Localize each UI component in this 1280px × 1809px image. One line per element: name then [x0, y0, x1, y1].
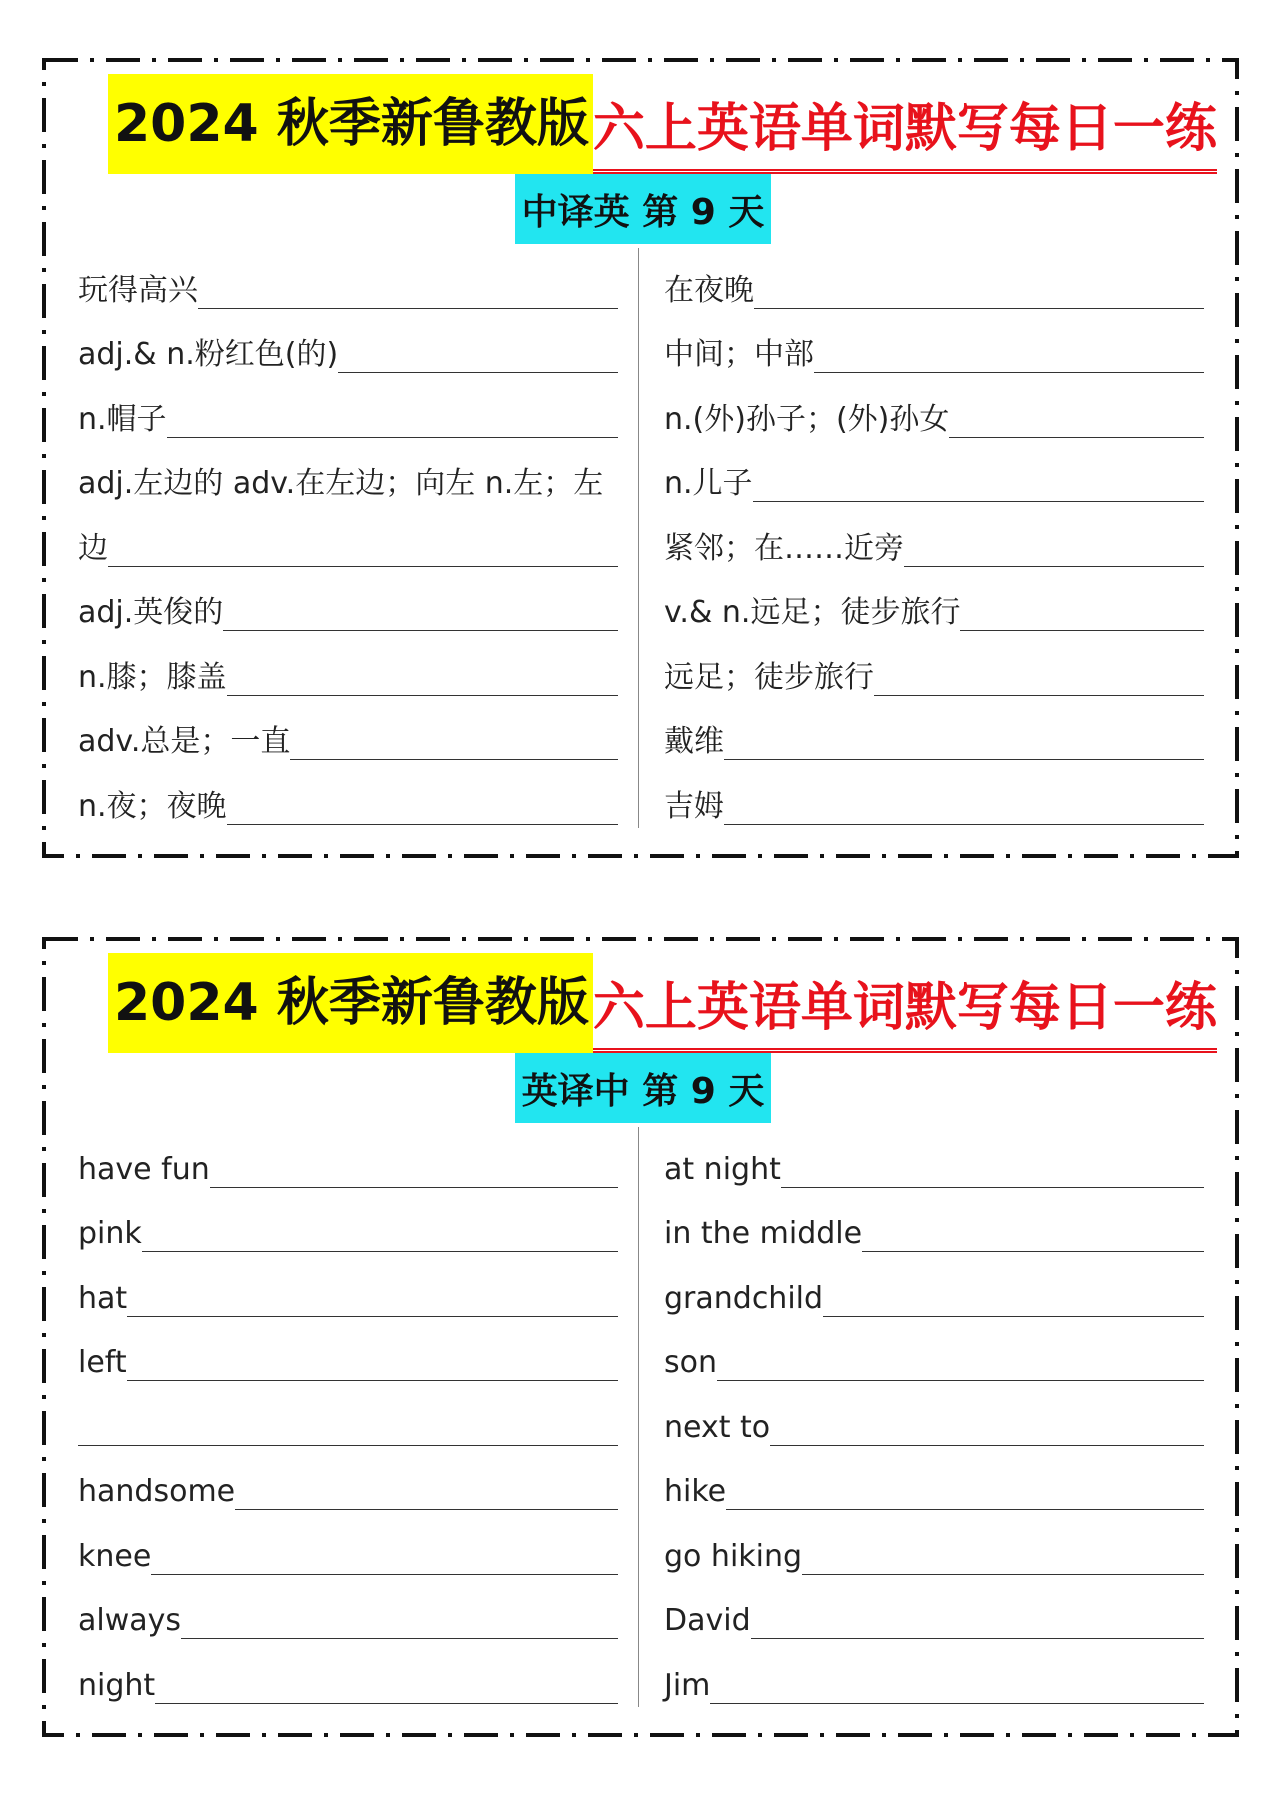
word-row — [78, 573, 618, 638]
word-prompt: night — [78, 1667, 156, 1703]
answer-line[interactable] — [155, 1663, 618, 1704]
word-prompt: 在夜晚 — [664, 272, 754, 308]
word-prompt: pink — [78, 1216, 142, 1251]
word-prompt: grandchild — [664, 1280, 824, 1316]
word-row — [664, 573, 1204, 638]
word-prompt: n.儿子 — [664, 466, 753, 501]
word-prompt: adv.总是；一直 — [78, 724, 291, 759]
answer-line[interactable] — [127, 1276, 618, 1317]
word-row — [664, 1323, 1204, 1388]
answer-line[interactable] — [108, 526, 618, 567]
right-column — [664, 250, 1204, 831]
word-row — [664, 315, 1204, 380]
answer-line[interactable] — [904, 526, 1204, 567]
word-prompt: 远足；徒步旅行 — [664, 659, 874, 695]
word-row — [664, 1129, 1204, 1194]
word-row — [78, 1452, 618, 1517]
answer-line[interactable] — [814, 332, 1204, 373]
word-row — [664, 508, 1204, 573]
answer-line[interactable] — [223, 590, 618, 631]
word-prompt: in the middle — [664, 1216, 863, 1251]
answer-line[interactable] — [949, 397, 1204, 438]
title-rest: 六上英语单词默写每日一练 — [593, 978, 1217, 1053]
word-row — [78, 250, 618, 315]
word-row — [78, 637, 618, 702]
worksheet-title — [108, 953, 1217, 1053]
answer-line[interactable] — [862, 1211, 1204, 1252]
word-row — [78, 1258, 618, 1323]
word-row — [78, 1387, 618, 1452]
word-prompt: 紧邻；在……近旁 — [664, 530, 904, 566]
word-prompt: v.& n.远足；徒步旅行 — [664, 595, 961, 630]
word-row — [664, 444, 1204, 509]
word-prompt: adj.左边的 adv.在左边；向左 n.左；左 — [78, 466, 604, 501]
left-column — [78, 250, 618, 831]
word-prompt: 戴维 — [664, 724, 724, 759]
answer-line[interactable] — [802, 1534, 1204, 1575]
answer-line[interactable] — [751, 1598, 1204, 1639]
word-row — [664, 1452, 1204, 1517]
answer-line[interactable] — [753, 461, 1204, 502]
answer-line[interactable] — [210, 1147, 618, 1188]
word-row — [78, 702, 618, 767]
word-prompt: 吉姆 — [664, 788, 724, 824]
word-row — [78, 1645, 618, 1710]
word-row — [664, 1645, 1204, 1710]
answer-line[interactable] — [198, 268, 618, 309]
word-row — [664, 702, 1204, 767]
word-prompt: Jim — [664, 1667, 711, 1703]
word-prompt: n.膝；膝盖 — [78, 659, 227, 695]
answer-line[interactable] — [142, 1211, 618, 1252]
right-column — [664, 1129, 1204, 1710]
word-prompt: 玩得高兴 — [78, 272, 198, 308]
word-row — [664, 637, 1204, 702]
word-prompt: hat — [78, 1280, 128, 1316]
answer-line[interactable] — [717, 1340, 1204, 1381]
word-prompt: handsome — [78, 1474, 236, 1509]
word-prompt: n.帽子 — [78, 401, 167, 437]
worksheet-card-chinese-to-english — [42, 58, 1239, 858]
word-prompt: adj.英俊的 — [78, 595, 224, 630]
word-row — [664, 1387, 1204, 1452]
title-highlight: 2024 秋季新鲁教版 — [108, 74, 593, 174]
answer-line[interactable] — [710, 1663, 1204, 1704]
word-row — [664, 1258, 1204, 1323]
answer-line[interactable] — [127, 1340, 618, 1381]
word-prompt: 中间；中部 — [664, 337, 814, 372]
answer-line[interactable] — [78, 1405, 618, 1446]
answer-line[interactable] — [724, 719, 1204, 760]
answer-line[interactable] — [823, 1276, 1204, 1317]
word-prompt: hike — [664, 1474, 727, 1509]
word-row — [664, 379, 1204, 444]
answer-line[interactable] — [227, 655, 618, 696]
word-prompt: have fun — [78, 1151, 210, 1187]
worksheet-card-english-to-chinese — [42, 937, 1239, 1737]
answer-line[interactable] — [724, 784, 1204, 825]
worksheet-title — [108, 74, 1217, 174]
answer-line[interactable] — [235, 1469, 618, 1510]
answer-line[interactable] — [181, 1598, 618, 1639]
day-subtitle: 英译中 第 9 天 — [515, 1053, 771, 1123]
title-rest: 六上英语单词默写每日一练 — [593, 99, 1217, 174]
column-divider — [638, 1127, 639, 1707]
answer-line[interactable] — [726, 1469, 1204, 1510]
answer-line[interactable] — [770, 1405, 1204, 1446]
word-prompt: son — [664, 1345, 717, 1380]
day-subtitle: 中译英 第 9 天 — [515, 174, 771, 244]
word-row — [78, 766, 618, 831]
word-prompt: left — [78, 1345, 127, 1380]
word-row — [78, 1323, 618, 1388]
word-prompt: adj.& n.粉红色(的) — [78, 337, 339, 372]
word-prompt: David — [664, 1603, 751, 1638]
left-column — [78, 1129, 618, 1710]
answer-line[interactable] — [167, 397, 618, 438]
word-prompt: n.夜；夜晚 — [78, 788, 227, 824]
title-highlight: 2024 秋季新鲁教版 — [108, 953, 593, 1053]
word-prompt: 边 — [78, 530, 108, 566]
word-prompt: n.(外)孙子；(外)孙女 — [664, 401, 950, 437]
answer-line[interactable] — [874, 655, 1204, 696]
answer-line[interactable] — [781, 1147, 1204, 1188]
answer-line[interactable] — [754, 268, 1204, 309]
word-prompt: always — [78, 1603, 182, 1638]
word-row — [78, 1516, 618, 1581]
word-row — [78, 1194, 618, 1259]
answer-line[interactable] — [338, 332, 618, 373]
word-row — [664, 1194, 1204, 1259]
answer-line[interactable] — [290, 719, 618, 760]
word-row — [78, 1581, 618, 1646]
word-row — [78, 444, 618, 509]
word-row — [664, 1516, 1204, 1581]
answer-line[interactable] — [960, 590, 1204, 631]
answer-line[interactable] — [227, 784, 618, 825]
word-row — [78, 379, 618, 444]
word-row — [78, 315, 618, 380]
word-row — [78, 508, 618, 573]
word-row — [664, 766, 1204, 831]
word-prompt: go hiking — [664, 1538, 803, 1574]
column-divider — [638, 248, 639, 828]
word-prompt: knee — [78, 1538, 152, 1574]
word-row — [664, 1581, 1204, 1646]
word-row — [78, 1129, 618, 1194]
word-prompt: at night — [664, 1151, 781, 1187]
word-row — [664, 250, 1204, 315]
answer-line[interactable] — [151, 1534, 618, 1575]
word-prompt: next to — [664, 1409, 771, 1445]
